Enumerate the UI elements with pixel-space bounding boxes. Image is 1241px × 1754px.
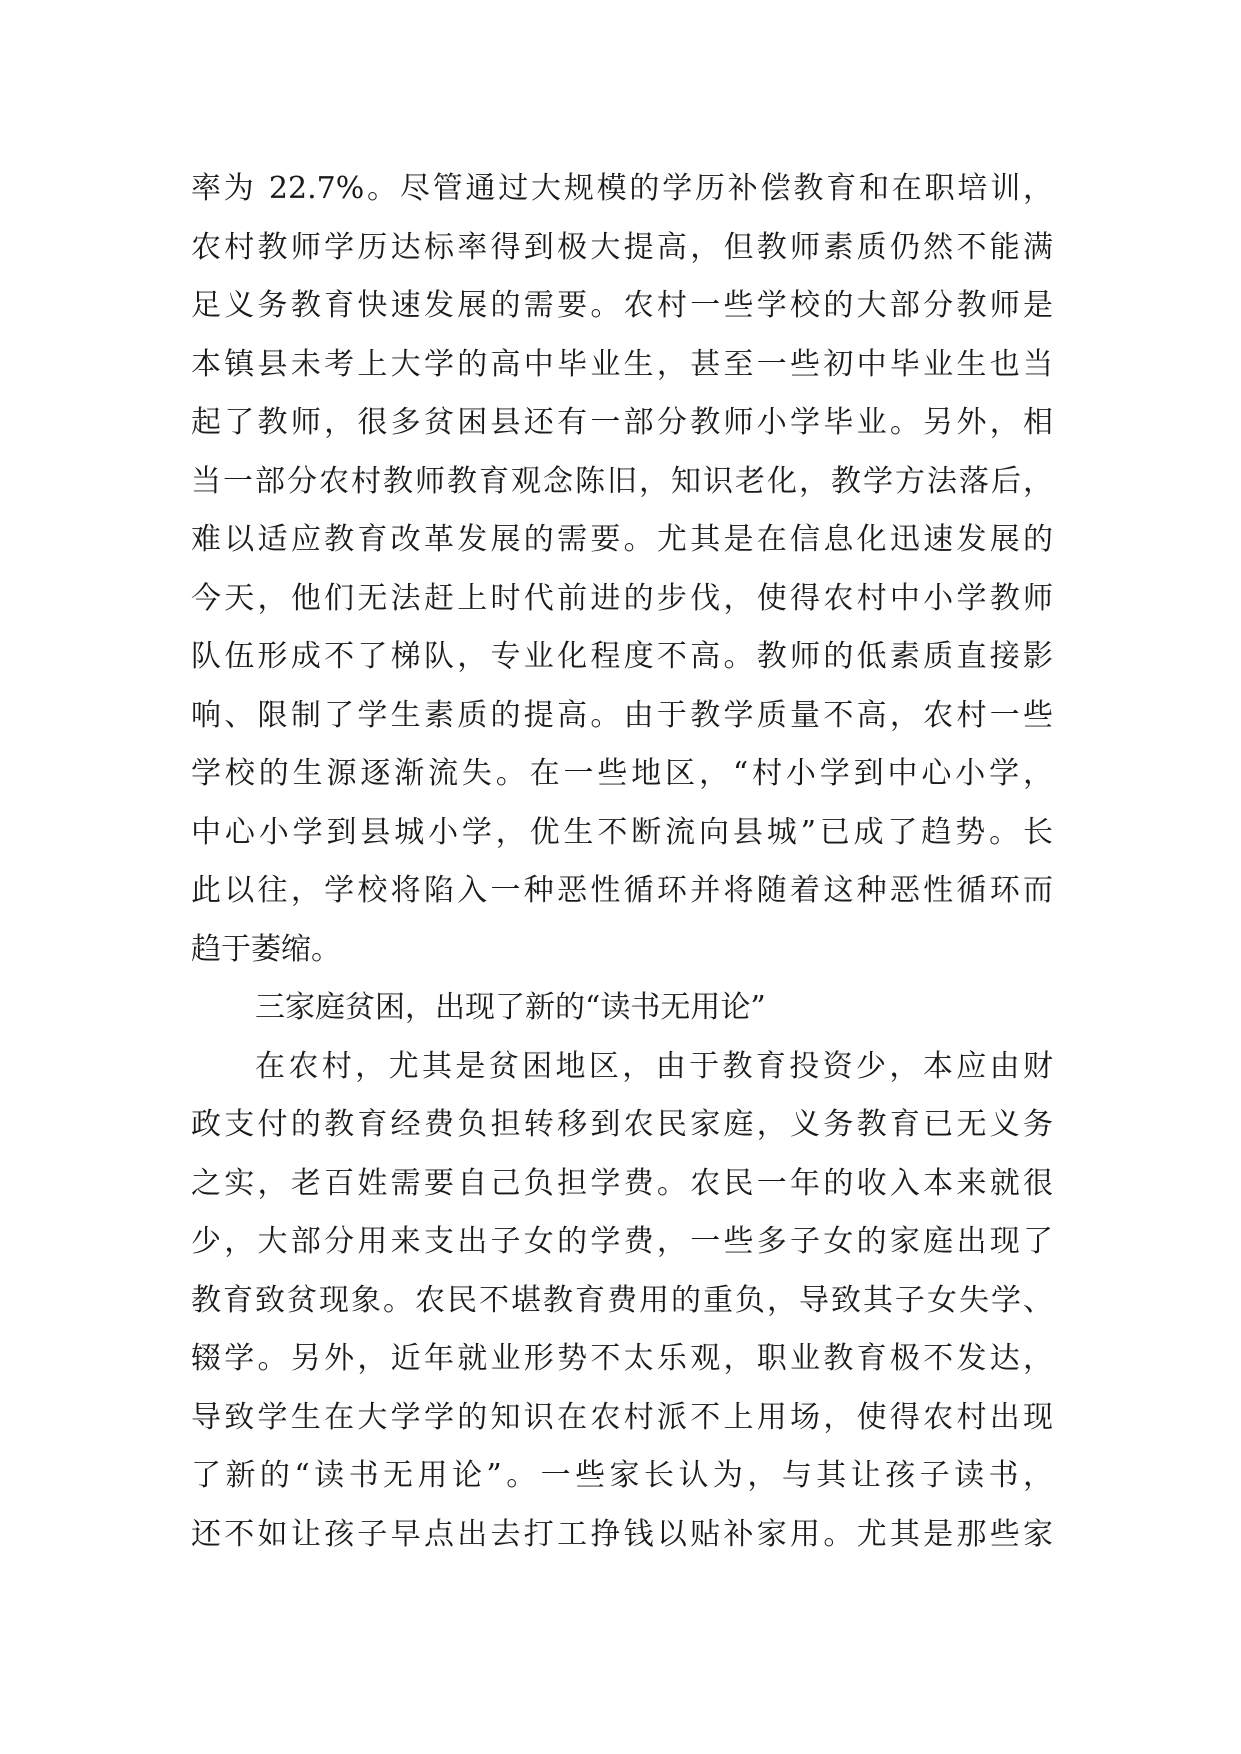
text-line: 响、限制了学生素质的提高。由于教学质量不高，农村一些 bbox=[191, 697, 1053, 733]
text-line: 教育致贫现象。农民不堪教育费用的重负，导致其子女失学、 bbox=[191, 1282, 1053, 1318]
text-line: 此以往，学校将陷入一种恶性循环并将随着这种恶性循环而 bbox=[191, 873, 1053, 908]
text-line: 辍学。另外，近年就业形势不太乐观，职业教育极不发达， bbox=[191, 1341, 1053, 1376]
paragraph-last-line: 趋于萎缩。 bbox=[191, 931, 341, 967]
text-line: 之实，老百姓需要自己负担学费。农民一年的收入本来就很 bbox=[191, 1165, 1053, 1201]
body-text bbox=[191, 160, 1053, 1564]
text-line: 学校的生源逐渐流失。在一些地区，“村小学到中心小学， bbox=[191, 756, 1053, 791]
text-line: 还不如让孩子早点出去打工挣钱以贴补家用。尤其是那些家 bbox=[191, 1516, 1053, 1552]
text-line: 导致学生在大学学的知识在农村派不上用场，使得农村出现 bbox=[191, 1399, 1053, 1435]
text-line: 足义务教育快速发展的需要。农村一些学校的大部分教师是 bbox=[191, 288, 1053, 323]
text-line: 当一部分农村教师教育观念陈旧，知识老化，教学方法落后， bbox=[191, 463, 1053, 499]
text-line: 政支付的教育经费负担转移到农民家庭，义务教育已无义务 bbox=[191, 1107, 1053, 1142]
text-line: 了新的“读书无用论”。一些家长认为，与其让孩子读书， bbox=[191, 1458, 1053, 1493]
text-line: 起了教师，很多贫困县还有一部分教师小学毕业。另外，相 bbox=[191, 405, 1053, 440]
text-line: 少，大部分用来支出子女的学费，一些多子女的家庭出现了 bbox=[191, 1224, 1053, 1259]
text-line: 队伍形成不了梯队，专业化程度不高。教师的低素质直接影 bbox=[191, 639, 1053, 674]
text-line: 本镇县未考上大学的高中毕业生，甚至一些初中毕业生也当 bbox=[191, 346, 1053, 382]
paragraph-first-line: 在农村，尤其是贫困地区，由于教育投资少，本应由财 bbox=[255, 1048, 1053, 1084]
text-line: 难以适应教育改革发展的需要。尤其是在信息化迅速发展的 bbox=[191, 522, 1053, 557]
section-heading: 三家庭贫困，出现了新的“读书无用论” bbox=[255, 990, 766, 1025]
text-line: 农村教师学历达标率得到极大提高，但教师素质仍然不能满 bbox=[191, 229, 1053, 265]
text-line: 今天，他们无法赶上时代前进的步伐，使得农村中小学教师 bbox=[191, 580, 1053, 616]
text-line: 中心小学到县城小学，优生不断流向县城”已成了趋势。长 bbox=[191, 814, 1053, 850]
text-line: 率为 22.7%。尽管通过大规模的学历补偿教育和在职培训， bbox=[191, 171, 1053, 206]
